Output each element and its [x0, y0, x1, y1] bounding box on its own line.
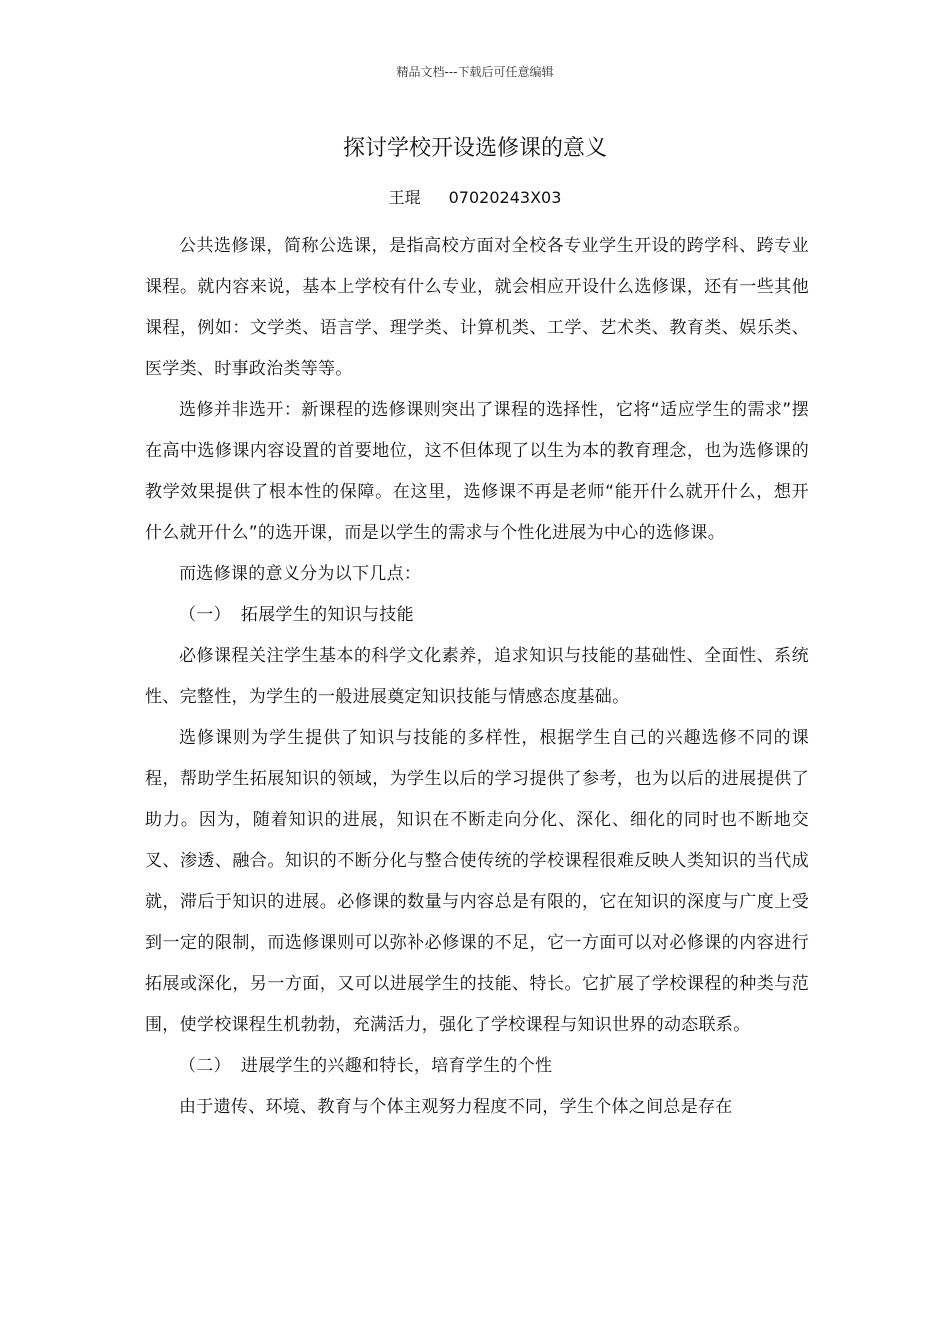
author-line	[0, 186, 950, 210]
document-title: 探讨学校开设选修课的意义	[342, 136, 607, 161]
paragraph: 公共选修课，简称公选课，是指高校方面对全校各专业学生开设的跨学科、跨专业课程。就内容来说，基本上学校有什么专业，就会相应开设什么选修课，还有一些其他课程，例如：文学类、语言学、理学类、计算机类、工学、艺术类、教育类、娱乐类、医学类、时事政治类等等。	[145, 236, 809, 379]
section-heading-2	[145, 1046, 809, 1087]
student-id: 07020243X03	[448, 188, 562, 207]
section-heading-text: 拓展学生的知识与技能	[240, 605, 414, 625]
document-body	[145, 226, 809, 1128]
page-header: 精品文档---下载后可任意编辑	[396, 65, 554, 79]
section-heading-text: 进展学生的兴趣和特长，培育学生的个性	[240, 1056, 553, 1076]
paragraph: 必修课程关注学生基本的科学文化素养，追求知识与技能的基础性、全面性、系统性、完整性，为学生的一般进展奠定知识技能与情感态度基础。	[145, 646, 809, 707]
author-name: 王琨	[388, 188, 421, 207]
section-heading-1	[145, 595, 809, 636]
paragraph: 由于遗传、环境、教育与个体主观努力程度不同，学生个体之间总是存在	[179, 1097, 733, 1117]
section-number: （二）	[179, 1056, 231, 1076]
paragraph: 选修课则为学生提供了知识与技能的多样性，根据学生自己的兴趣选修不同的课程，帮助学生拓展知识的领域，为学生以后的学习提供了参考，也为以后的进展提供了助力。因为，随着知识的进展，知识在不断走向分化、深化、细化的同时也不断地交叉、渗透、融合。知识的不断分化与整合使传统的学校课程很难反映人类知识的当代成就，滞后于知识的进展。必修课的数量与内容总是有限的，它在知识的深度与广度上受到一定的限制，而选修课则可以弥补必修课的不足，它一方面可以对必修课的内容进行拓展或深化，另一方面，又可以进展学生的技能、特长。它扩展了学校课程的种类与范围，使学校课程生机勃勃，充满活力，强化了学校课程与知识世界的动态联系。	[145, 728, 809, 1035]
paragraph: 而选修课的意义分为以下几点：	[179, 564, 422, 584]
section-number: （一）	[179, 605, 231, 625]
paragraph: 选修并非选开：新课程的选修课则突出了课程的选择性，它将“适应学生的需求”摆在高中选修课内容设置的首要地位，这不但体现了以生为本的教育理念，也为选修课的教学效果提供了根本性的保障。在这里，选修课不再是老师“能开什么就开什么，想开什么就开什么”的选开课，而是以学生的需求与个性化进展为中心的选修课。	[145, 400, 809, 543]
